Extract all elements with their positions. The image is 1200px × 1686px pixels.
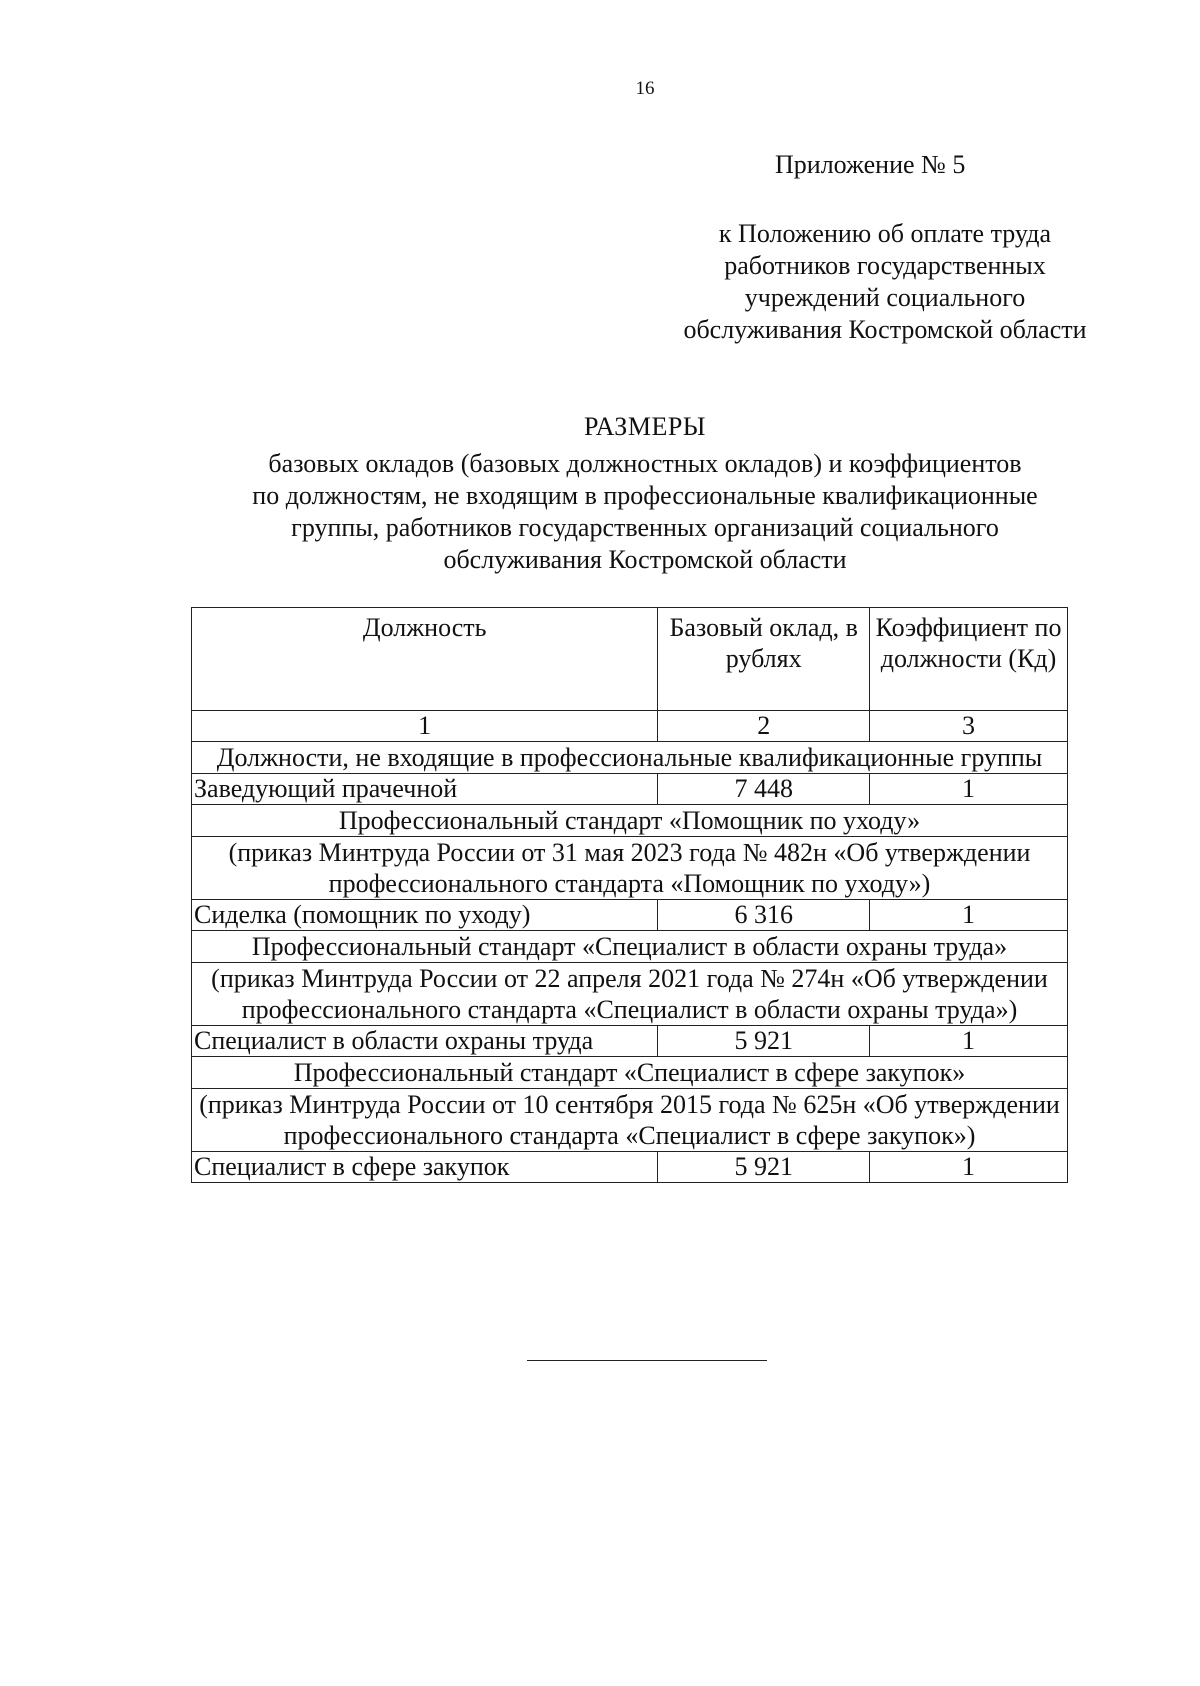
section-heading: Профессиональный стандарт «Помощник по уходу» <box>192 805 1068 837</box>
section-heading: Профессиональный стандарт «Специалист в области охраны труда» <box>192 931 1068 963</box>
document-title: РАЗМЕРЫ <box>584 412 706 441</box>
cell-salary: 7 448 <box>658 774 870 805</box>
table-section-row <box>192 963 1068 1026</box>
cell-coefficient: 1 <box>870 1152 1068 1183</box>
table-row <box>192 900 1068 931</box>
document-description-line: базовых окладов (базовых должностных окладов) и коэффициентов <box>268 449 1022 478</box>
table-section-row <box>192 931 1068 963</box>
cell-position: Специалист в сфере закупок <box>192 1152 658 1183</box>
table-section-row <box>192 742 1068 774</box>
end-divider <box>527 1360 767 1361</box>
header-position: Должность <box>192 608 658 711</box>
column-number: 3 <box>870 711 1068 742</box>
table-row <box>192 1026 1068 1057</box>
cell-position: Специалист в области охраны труда <box>192 1026 658 1057</box>
document-description <box>150 448 1140 576</box>
table-section-row <box>192 837 1068 900</box>
section-heading: Профессиональный стандарт «Специалист в сфере закупок» <box>192 1057 1068 1089</box>
cell-coefficient: 1 <box>870 774 1068 805</box>
page-number: 16 <box>635 78 655 99</box>
table-header-row <box>192 608 1068 711</box>
section-heading: (приказ Минтруда России от 31 мая 2023 года № 482н «Об утверждении профессионального стандарта «Помощник по уходу») <box>192 837 1068 900</box>
section-heading: Должности, не входящие в профессиональные квалификационные группы <box>192 742 1068 774</box>
header-salary: Базовый оклад, в рублях <box>658 608 870 711</box>
table-row <box>192 774 1068 805</box>
appendix-title: Приложение № 5 <box>775 150 966 179</box>
column-number: 2 <box>658 711 870 742</box>
document-description-line: обслуживания Костромской области <box>443 545 847 574</box>
cell-coefficient: 1 <box>870 900 1068 931</box>
table-section-row <box>192 1089 1068 1152</box>
column-number-row <box>192 711 1068 742</box>
column-number: 1 <box>192 711 658 742</box>
cell-coefficient: 1 <box>870 1026 1068 1057</box>
table-row <box>192 1152 1068 1183</box>
section-heading: (приказ Минтруда России от 22 апреля 2021 года № 274н «Об утверждении профессионального стандарта «Специалист в области охраны труда») <box>192 963 1068 1026</box>
appendix-subtitle-line: к Положению об оплате труда <box>718 219 1052 248</box>
document-description-line: по должностям, не входящим в профессиональные квалификационные <box>252 481 1038 510</box>
cell-salary: 5 921 <box>658 1026 870 1057</box>
cell-position: Сиделка (помощник по уходу) <box>192 900 658 931</box>
cell-position: Заведующий прачечной <box>192 774 658 805</box>
appendix-subtitle-line: учреждений социального <box>744 283 1026 312</box>
cell-salary: 5 921 <box>658 1152 870 1183</box>
salary-table <box>191 607 1068 1183</box>
appendix-subtitle <box>650 218 1120 346</box>
appendix-subtitle-line: обслуживания Костромской области <box>683 315 1087 344</box>
document-description-line: группы, работников государственных организаций социального <box>291 513 999 542</box>
appendix-subtitle-line: работников государственных <box>724 251 1046 280</box>
table-section-row <box>192 805 1068 837</box>
cell-salary: 6 316 <box>658 900 870 931</box>
section-heading: (приказ Минтруда России от 10 сентября 2015 года № 625н «Об утверждении профессионального стандарта «Специалист в сфере закупок») <box>192 1089 1068 1152</box>
header-coefficient: Коэффициент по должности (Кд) <box>870 608 1068 711</box>
table-section-row <box>192 1057 1068 1089</box>
